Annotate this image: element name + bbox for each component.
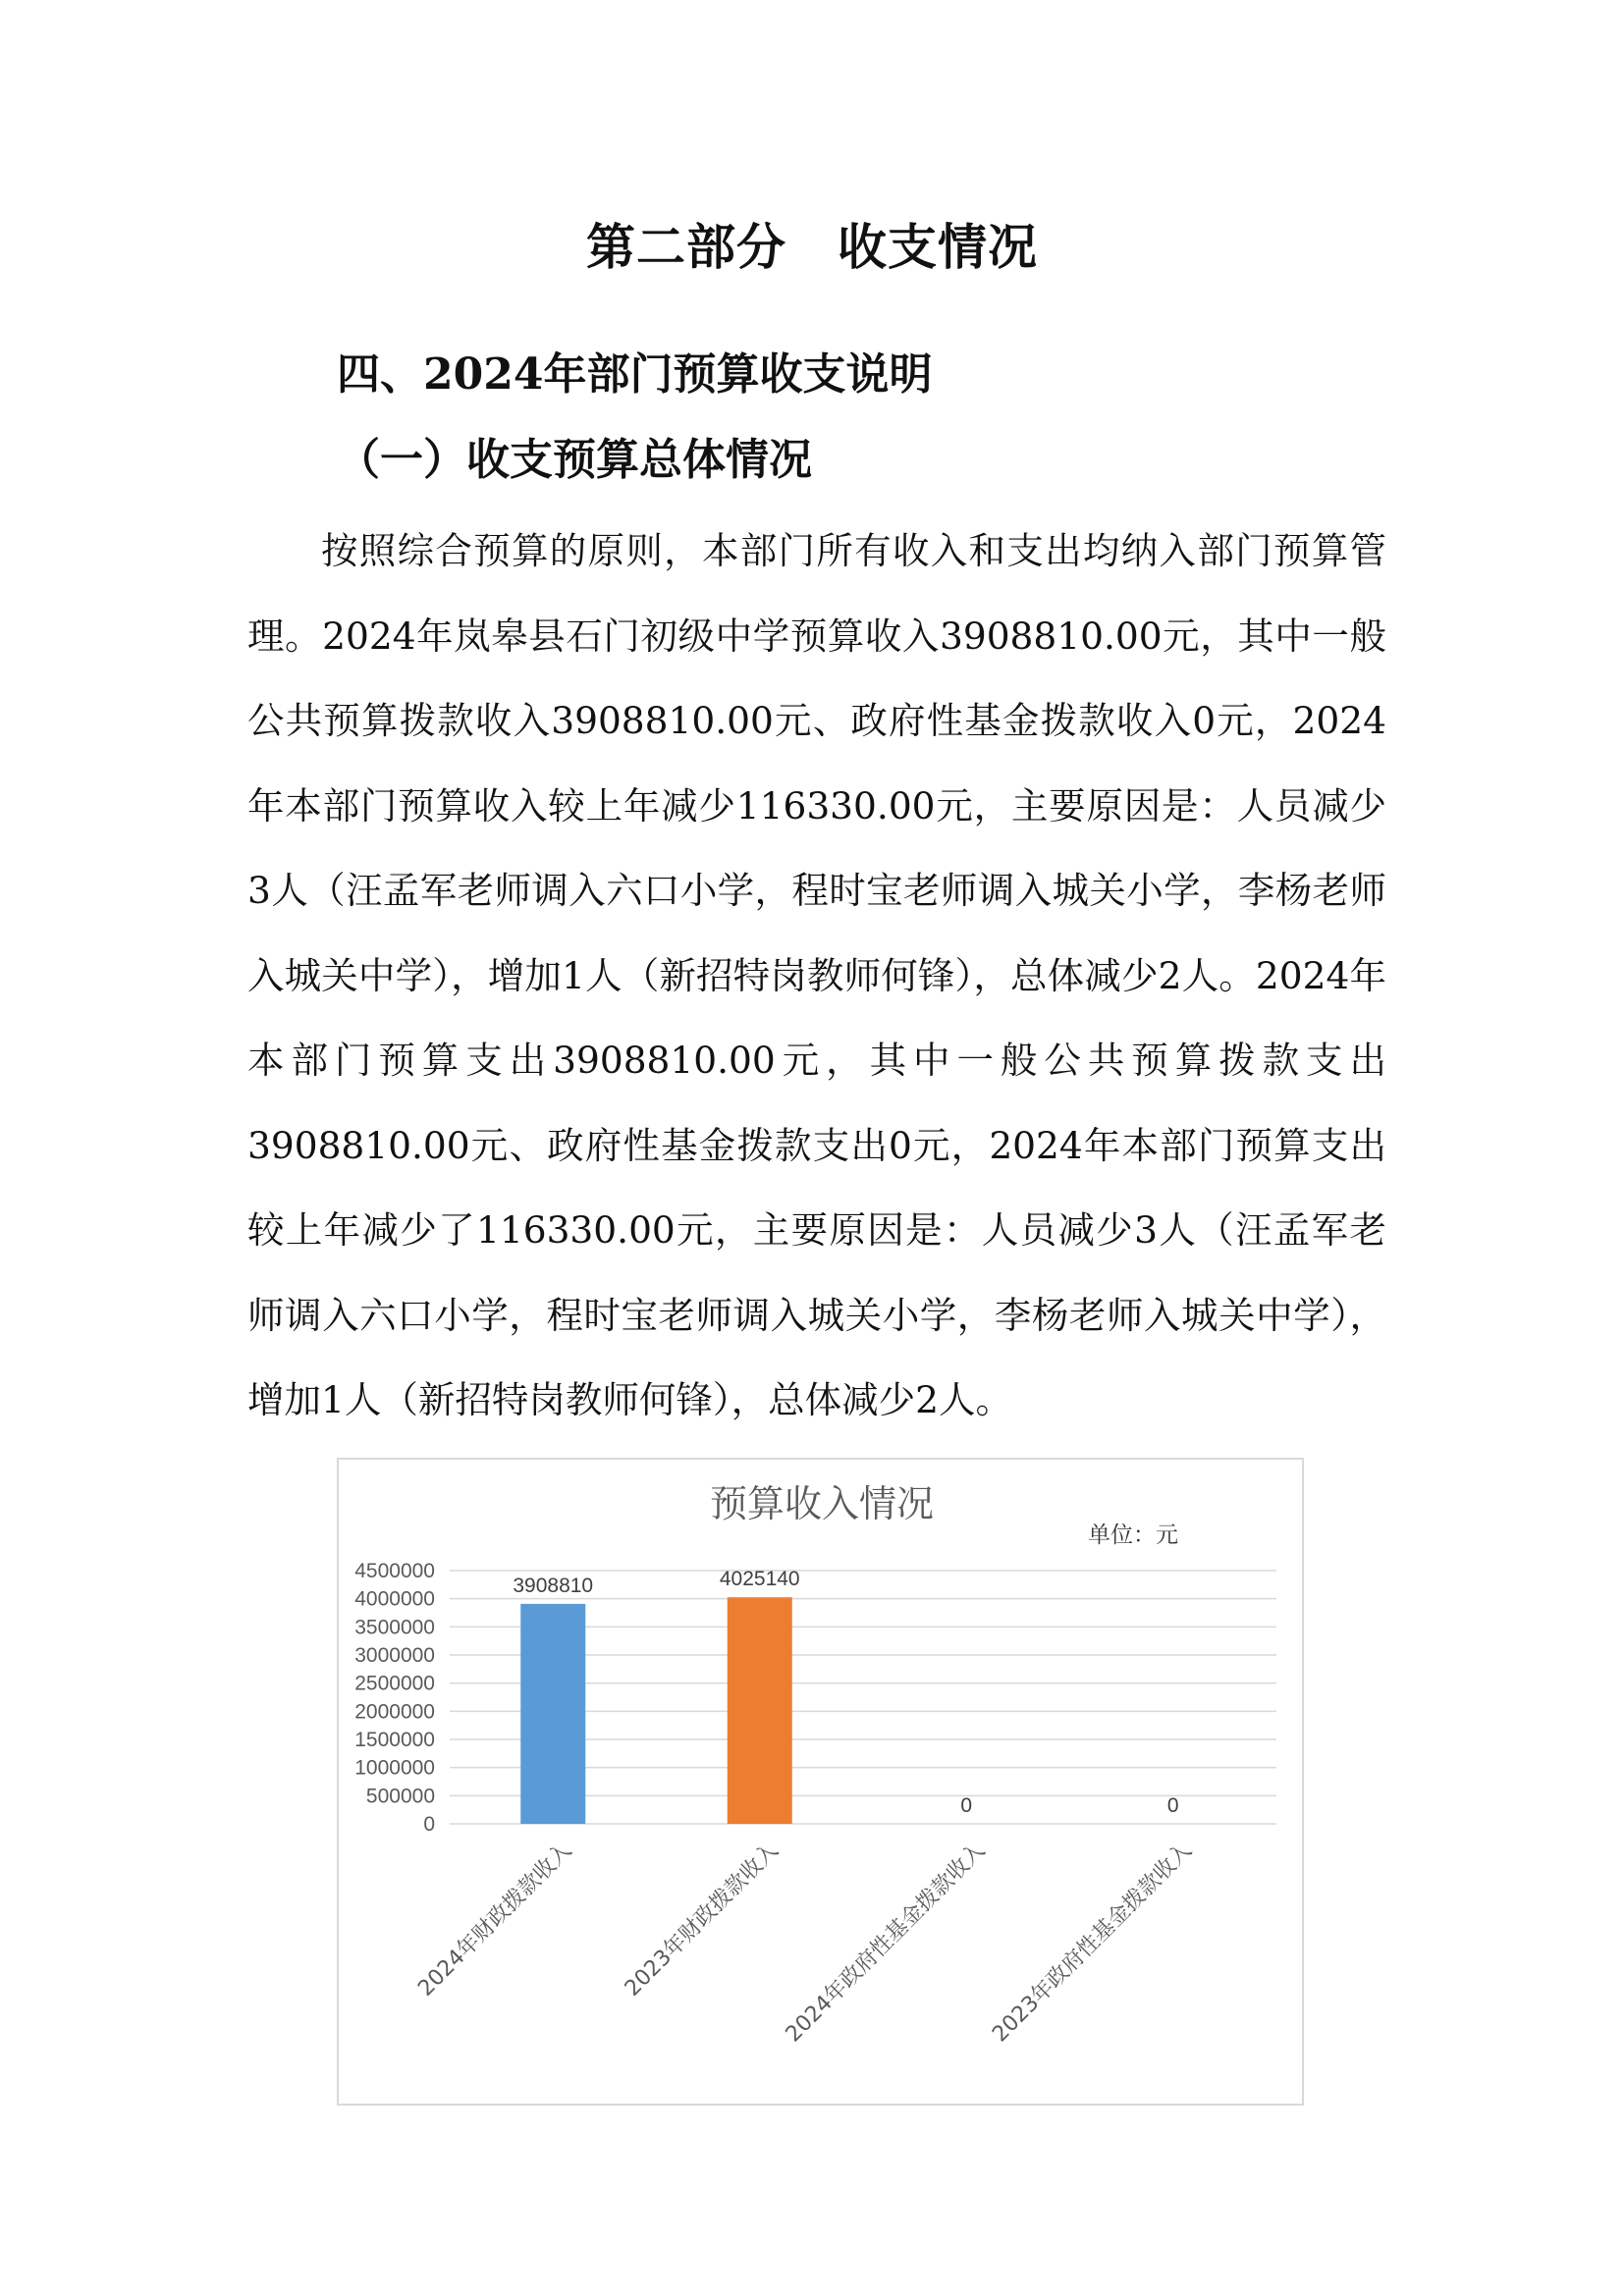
data-label: 0 [960,1794,973,1817]
bar [520,1604,585,1824]
category-label: 2023年政府性基金拨款收入 [988,1838,1197,2048]
y-tick-label: 1500000 [354,1729,435,1751]
y-tick-label: 2000000 [354,1700,435,1724]
data-labels [513,1568,1178,1817]
chart-canvas [339,1460,1306,2108]
income-bar-chart [337,1458,1304,2106]
y-tick-label: 500000 [365,1785,435,1808]
section-heading: 四、2024年部门预算收支说明 [337,349,933,400]
data-label: 0 [1166,1794,1179,1817]
y-tick-label: 1000000 [354,1756,435,1780]
y-tick-label: 2500000 [354,1672,435,1695]
part-title-number: 第二部分 [586,218,786,276]
part-title [0,208,1624,279]
bar [728,1597,792,1824]
y-axis-ticks [354,1560,435,1836]
category-label: 2024年政府性基金拨款收入 [781,1838,991,2048]
body-paragraph: 按照综合预算的原则，本部门所有收入和支出均纳入部门预算管理。2024年岚皋县石门初级中学预算收入3908810.00元，其中一般公共预算拨款收入3908810.00元、政府性基金拨款收入0元，2024年本部门预算收入较上年减少116330.00元，主要原因是：人员减少3人（汪孟军老师调入六口小学，程时宝老师调入城关小学，李杨老师入城关中学），增加1人（新招特岗教师何锋），总体减少2人。2024年本部门预算支出3908810.00元，其中一般公共预算拨款支出3908810.00元、政府性基金拨款支出0元，2024年本部门预算支出较上年减少了116330.00元，主要原因是：人员减少3人（汪孟军老师调入六口小学，程时宝老师调入城关小学，李杨老师入城关中学），增加1人（新招特岗教师何锋），总体减少2人。 [247,529,1386,1421]
category-label: 2023年财政拨款收入 [620,1838,784,2002]
y-tick-label: 4000000 [354,1587,435,1611]
data-label: 4025140 [719,1568,800,1591]
y-tick-label: 0 [423,1813,435,1836]
data-label: 3908810 [513,1574,594,1597]
category-label: 2024年财政拨款收入 [413,1838,577,2002]
part-title-text: 收支情况 [838,218,1038,276]
y-tick-label: 4500000 [354,1560,435,1582]
x-axis-categories [413,1839,1197,2048]
subsection-heading: （一）收支预算总体情况 [337,435,812,485]
y-tick-label: 3000000 [354,1644,435,1667]
chart-title: 预算收入情况 [709,1482,935,1525]
y-tick-label: 3500000 [354,1616,435,1639]
chart-unit-label: 单位：元 [1088,1522,1178,1548]
